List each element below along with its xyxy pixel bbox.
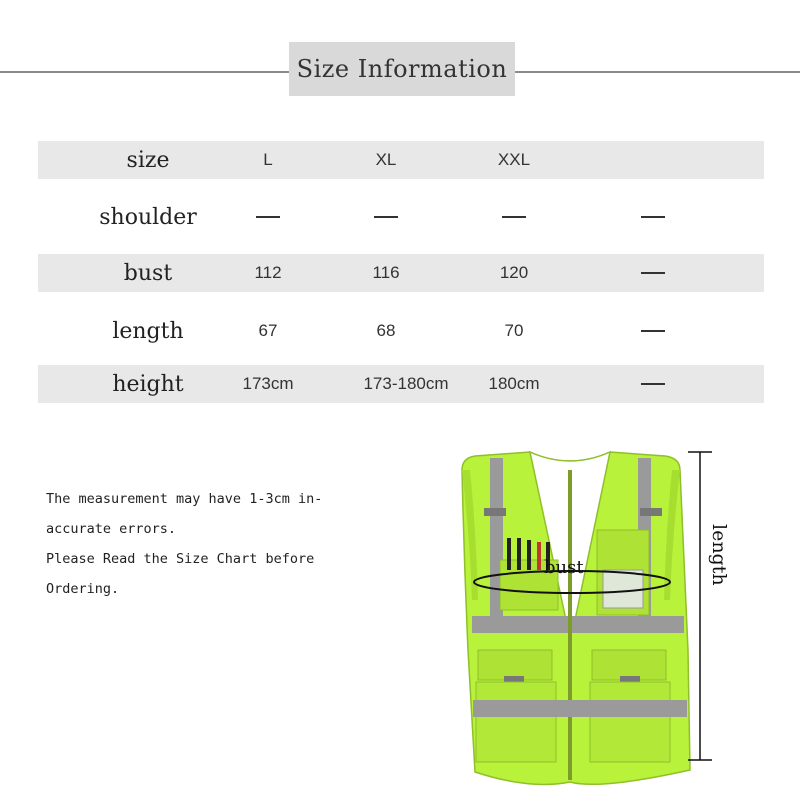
pen-icon	[537, 542, 541, 570]
pen-icon	[527, 540, 531, 570]
pen-icon	[507, 538, 511, 570]
page-title: Size Information	[289, 42, 515, 96]
length-label: length	[708, 524, 730, 586]
pocket-flap-right	[592, 650, 666, 680]
cell-value: 116	[372, 263, 400, 282]
bust-label: bust	[544, 557, 584, 578]
pocket-left	[476, 682, 556, 762]
pocket-right	[590, 682, 670, 762]
strap-tab-right	[640, 508, 662, 516]
id-card-window	[603, 570, 643, 608]
reflective-band-upper	[472, 616, 684, 633]
cell-value: 180cm	[488, 374, 540, 393]
cell-value: 173-180cm	[363, 374, 449, 393]
cell-value: 68	[376, 321, 396, 340]
cell-value: 112	[254, 263, 282, 282]
header-col-l: L	[263, 150, 273, 169]
header-label: size	[126, 147, 170, 173]
reflective-band-lower-over	[473, 700, 687, 717]
row-label: length	[112, 318, 184, 344]
strap-tab-left	[484, 508, 506, 516]
header-col-xl: XL	[375, 150, 397, 169]
cell-value: 173cm	[242, 374, 294, 393]
zipper	[568, 470, 572, 780]
cell-value: 70	[504, 321, 524, 340]
note-line: Please Read the Size Chart before	[46, 551, 315, 567]
note-line: Ordering.	[46, 581, 120, 597]
pocket-tab-left	[504, 676, 524, 682]
cell-value: 67	[258, 321, 278, 340]
pen-icon	[517, 538, 521, 570]
pocket-flap-left	[478, 650, 552, 680]
header-col-xxl: XXL	[497, 150, 531, 169]
cell-value: 120	[499, 263, 529, 282]
note-line: The measurement may have 1-3cm in-	[46, 491, 323, 507]
note-line: accurate errors.	[46, 521, 177, 537]
row-label: height	[112, 371, 184, 397]
pocket-tab-right	[620, 676, 640, 682]
row-label: shoulder	[99, 204, 197, 230]
row-label: bust	[123, 260, 173, 286]
